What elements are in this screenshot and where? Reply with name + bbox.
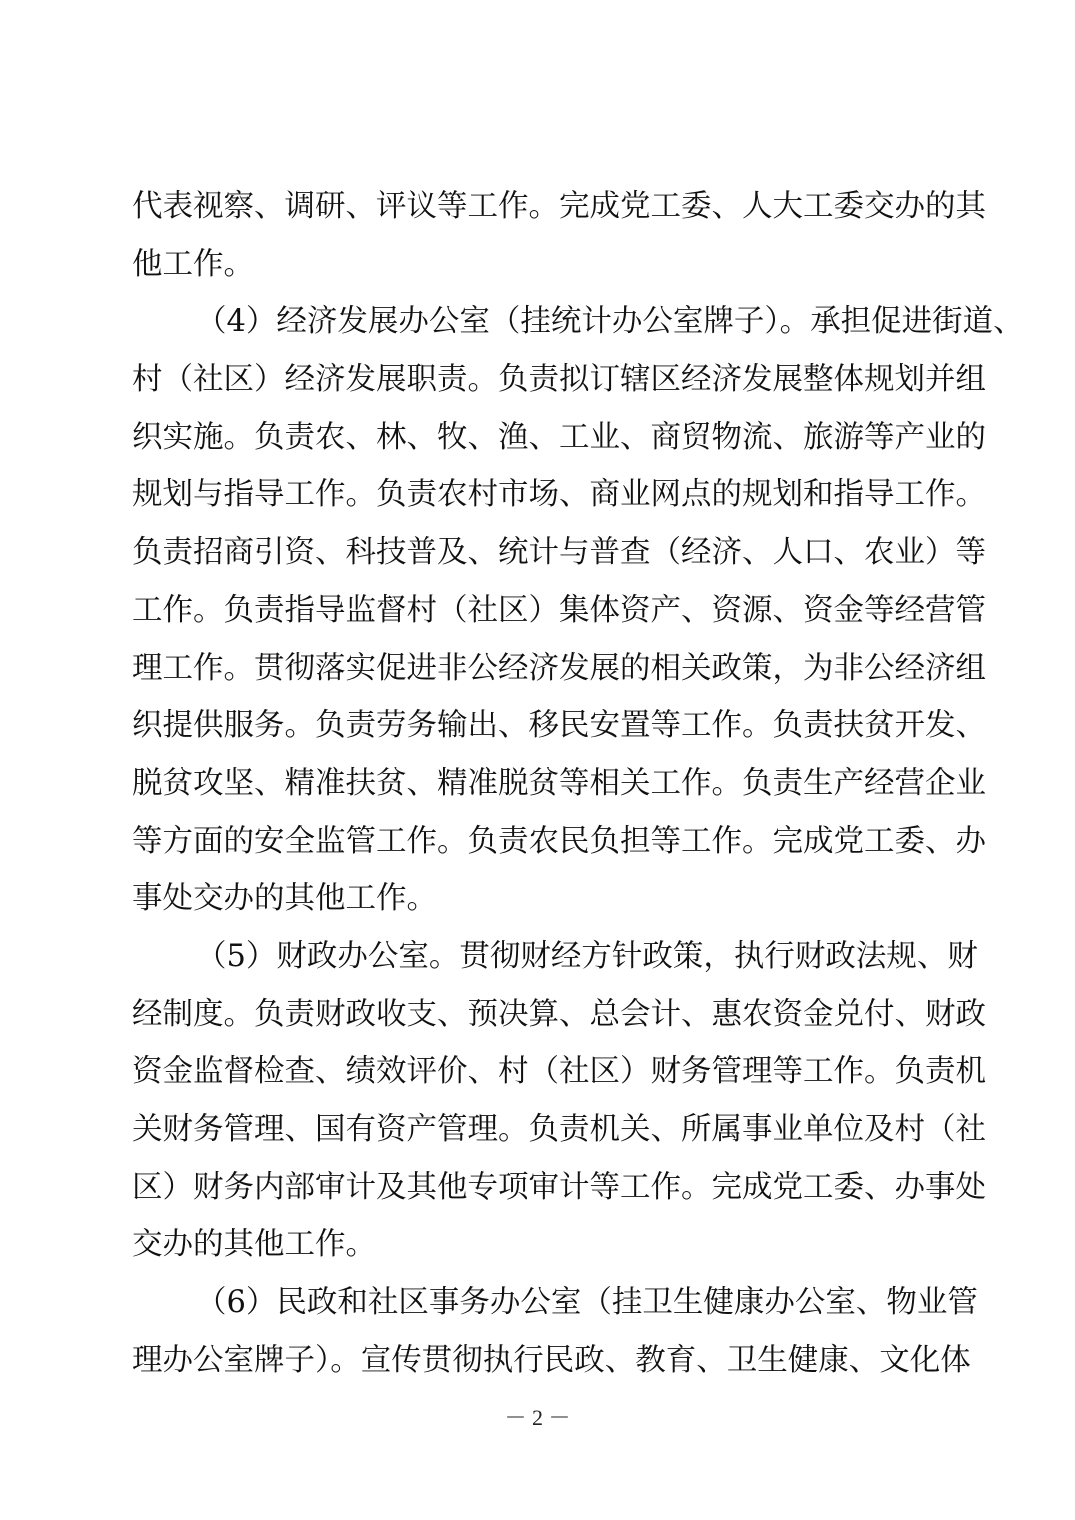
text-line: 代表视察、调研、评议等工作。完成党工委、人大工委交办的其 — [132, 189, 986, 224]
text-line: 资金监督检查、绩效评价、村（社区）财务管理等工作。负责机 — [132, 1054, 986, 1090]
body-text — [132, 178, 1024, 1389]
text-line: 理工作。贯彻落实促进非公经济发展的相关政策，为非公经济组 — [132, 650, 986, 686]
text-line: 工作。负责指导监督村（社区）集体资产、资源、资金等经营管 — [132, 592, 986, 628]
text-line: 脱贫攻坚、精准扶贫、精准脱贫等相关工作。负责生产经营企业 — [132, 765, 986, 801]
text-line: 区）财务内部审计及其他专项审计等工作。完成党工委、办事处 — [132, 1169, 986, 1205]
page-number: － 2 － — [504, 1405, 571, 1430]
text-line: 负责招商引资、科技普及、统计与普查（经济、人口、农业）等 — [132, 535, 986, 571]
text-line: 理办公室牌子）。宣传贯彻执行民政、教育、卫生健康、文化体 — [132, 1342, 971, 1378]
text-line: 关财务管理、国有资产管理。负责机关、所属事业单位及村（社 — [132, 1112, 986, 1147]
text-line: 他工作。 — [132, 246, 254, 282]
text-line: 织提供服务。负责劳务输出、移民安置等工作。负责扶贫开发、 — [132, 708, 986, 744]
text-line: 事处交办的其他工作。 — [132, 881, 437, 917]
text-line: 交办的其他工作。 — [132, 1227, 376, 1263]
paragraph-heading-line: （5）财政办公室。贯彻财经方针政策，执行财政法规、财 — [196, 938, 978, 974]
text-line: 等方面的安全监管工作。负责农民负担等工作。完成党工委、办 — [132, 823, 986, 859]
paragraph-heading-line: （4）经济发展办公室（挂统计办公室牌子）。承担促进街道、 — [196, 304, 1024, 340]
text-line: 规划与指导工作。负责农村市场、商业网点的规划和指导工作。 — [132, 477, 986, 513]
text-line: 织实施。负责农、林、牧、渔、工业、商贸物流、旅游等产业的 — [132, 419, 986, 455]
text-line: 村（社区）经济发展职责。负责拟订辖区经济发展整体规划并组 — [132, 362, 986, 398]
text-line: 经制度。负责财政收支、预决算、总会计、惠农资金兑付、财政 — [132, 996, 986, 1032]
paragraph-heading-line: （6）民政和社区事务办公室（挂卫生健康办公室、物业管 — [196, 1285, 978, 1321]
